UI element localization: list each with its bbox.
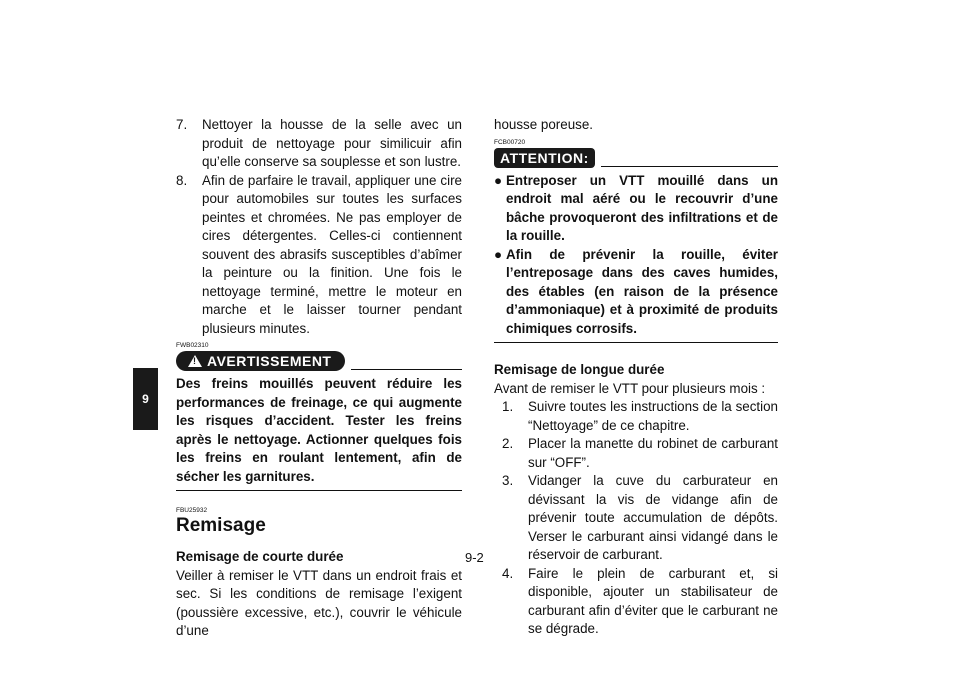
item-number: 3. <box>502 473 514 488</box>
chapter-tab: 9 <box>133 368 158 430</box>
subsection-intro: Avant de remiser le VTT pour plusieurs mois : <box>494 380 766 396</box>
item-number: 2. <box>502 436 514 451</box>
bullet-dot-icon: ● <box>494 246 503 262</box>
warning-header-rule <box>351 369 462 370</box>
warning-header <box>176 351 462 371</box>
warning-triangle-icon <box>188 355 202 367</box>
continued-text: housse poreuse. <box>494 117 594 132</box>
left-column <box>176 116 462 641</box>
right-column <box>494 116 778 639</box>
list-item <box>494 472 778 565</box>
warning-code: FWB02310 <box>176 342 209 349</box>
page-number: 9-2 <box>465 550 484 565</box>
item-number: 8. <box>176 172 188 188</box>
attention-bullet <box>494 246 778 339</box>
warning-text: Des freins mouillés peuvent réduire les performances de freinage, ce qui augmente les risques d’accident. Tester les freins après le nettoyage. Actionner quelques fois les freins en roulant lentement, afin de sécher les garnitures. <box>176 376 462 484</box>
list-item <box>176 116 462 172</box>
warning-end-rule <box>176 490 462 491</box>
subsection-title: Remisage de courte durée <box>176 549 344 564</box>
list-item <box>494 398 778 435</box>
warning-label <box>176 351 345 371</box>
item-text: Placer la manette du robinet de carburant sur “OFF”. <box>528 436 778 470</box>
item-number: 1. <box>502 399 514 414</box>
attention-header-rule <box>601 166 778 167</box>
list-item <box>176 172 462 339</box>
item-text: Faire le plein de carburant et, si disponible, ajouter un stabilisateur de carburant afin d’éviter que le carburant ne se dégrade. <box>528 565 778 636</box>
item-text: Nettoyer la housse de la selle avec un produit de nettoyage pour similicuir afin qu’elle conserve sa souplesse et son lustre. <box>202 117 462 169</box>
section-title: Remisage <box>176 515 266 536</box>
list-item <box>494 435 778 472</box>
attention-bullet <box>494 172 778 246</box>
attention-header <box>494 148 778 168</box>
section-code: FBU25932 <box>176 507 208 514</box>
item-number: 7. <box>176 117 188 132</box>
warning-label-text: AVERTISSEMENT <box>207 353 332 369</box>
item-text: Vidanger la cuve du carburateur en dévissant la vis de vidange afin de prévenir toute accumulation de dépôts. Verser le carburant ainsi vidangé dans le réservoir de carburant. <box>528 473 778 562</box>
attention-end-rule <box>494 342 778 343</box>
bullet-text: Entreposer un VTT mouillé dans un endroit mal aéré ou le recouvrir d’une bâche provoqueront des infiltrations et de la rouille. <box>506 172 778 243</box>
subsection-title: Remisage de longue durée <box>494 362 665 377</box>
attention-label: ATTENTION: <box>494 148 595 168</box>
bullet-text: Afin de prévenir la rouille, éviter l’entreposage dans des caves humides, des étables (en raison de la présence d’ammoniaque) et à proximité de produits chimiques corrosifs. <box>506 246 778 336</box>
item-text: Afin de parfaire le travail, appliquer une cire pour automobiles sur toutes les surfaces peintes et chromées. Ne pas employer de cires détergentes. Celles-ci contiennent souvent des abrasifs susceptibles d’abîmer la peinture ou la finition. Une fois le nettoyage terminé, mettre le moteur en marche et le laisser tourner pendant plusieurs minutes. <box>202 172 462 336</box>
attention-code: FCB00720 <box>494 138 526 146</box>
item-text: Suivre toutes les instructions de la section “Nettoyage” de ce chapitre. <box>528 399 778 433</box>
subsection-text: Veiller à remiser le VTT dans un endroit frais et sec. Si les conditions de remisage l’exigent (poussière excessive, etc.), couvrir le véhicule d’une <box>176 567 462 638</box>
list-item <box>494 565 778 639</box>
item-number: 4. <box>502 565 514 581</box>
bullet-dot-icon: ● <box>494 172 503 188</box>
